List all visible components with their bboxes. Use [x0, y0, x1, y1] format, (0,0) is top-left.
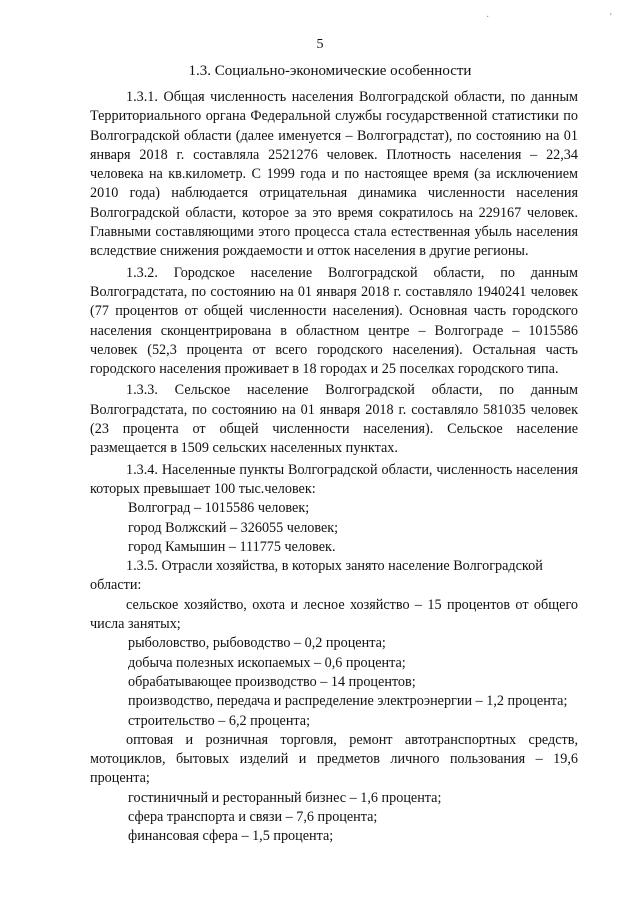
industry-list-item: гостиничный и ресторанный бизнес – 1,6 процента;	[128, 789, 442, 806]
city-list-item: город Волжский – 326055 человек;	[128, 519, 339, 536]
city-list-item: город Камышин – 111775 человек.	[128, 538, 336, 555]
industry-list-item: строительство – 6,2 процента;	[128, 712, 311, 729]
section-heading: 1.3. Социально-экономические особенности	[188, 63, 472, 79]
scan-mark: '	[610, 12, 612, 23]
industry-list-item: обрабатывающее производство – 14 процентов;	[128, 673, 416, 690]
paragraph-1-3-4: 1.3.4. Населенные пункты Волгоградской области, численность населения которых превышает 100 тыс.человек:	[90, 461, 578, 497]
scan-mark: ·	[486, 12, 490, 23]
page-number: 5	[316, 37, 324, 52]
industry-list-item: производство, передача и распределение электроэнергии – 1,2 процента;	[128, 693, 568, 710]
paragraph-1-3-3: 1.3.3. Сельское население Волгоградской области, по данным Волгоградстата, по состоянию на 01 января 2018 г. составляло 581035 человек (23 процента от общей численности населения). Сельское население размещается в 1509 сельских населенных пунктах.	[90, 382, 578, 457]
paragraph-1-3-1: 1.3.1. Общая численность населения Волгоградской области, по данным Территориального органа Федеральной службы государственной статистики по Волгоградской области (далее именуется – Волгоградстат), по состоянию на 01 января 2018 г. составляла 2521276 человек. Плотность населения – 22,34 человека на кв.километр. С 1999 года и по настоящее время (за исключением 2010 года) наблюдается отрицательная динамика численности населения Волгоградской области, которое за это время сократилось на 229167 человек. Главными составляющими этого процесса стала естественная убыль населения вследствие снижения рождаемости и отток населения в другие регионы.	[90, 89, 578, 260]
paragraph-1-3-2: 1.3.2. Городское население Волгоградской области, по данным Волгоградстата, по состоянию на 01 января 2018 г. составляло 1940241 человек (77 процентов от общей численности населения). Основная часть городского населения сконцентрирована в областном центре – Волгограде – 1015586 человек (52,3 процента от всего городского населения). Остальная часть городского населения проживает в 18 городах и 25 поселках городского типа.	[90, 264, 578, 378]
industry-list-item: сфера транспорта и связи – 7,6 процента;	[128, 808, 378, 825]
industry-list-item: сельское хозяйство, охота и лесное хозяйство – 15 процентов от общего числа занятых;	[90, 596, 578, 633]
paragraph-1-3-5: 1.3.5. Отрасли хозяйства, в которых занято население Волгоградской области:	[90, 558, 543, 594]
industry-list-item: оптовая и розничная торговля, ремонт автотранспортных средств, мотоциклов, бытовых изделий и предметов личного пользования – 19,6 процента;	[90, 731, 578, 787]
industry-list-item: финансовая сфера – 1,5 процента;	[128, 828, 334, 845]
document-body	[90, 88, 578, 847]
industry-list-item: добыча полезных ископаемых – 0,6 процента;	[128, 654, 406, 671]
city-list-item: Волгоград – 1015586 человек;	[128, 500, 310, 517]
industry-list-item: рыболовство, рыбоводство – 0,2 процента;	[128, 635, 386, 652]
